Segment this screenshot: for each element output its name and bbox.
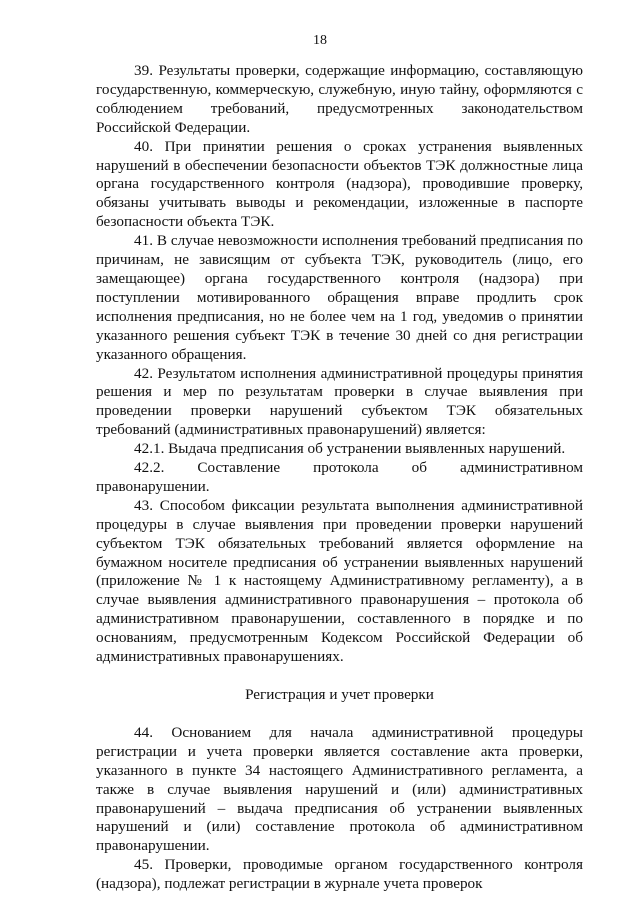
- paragraph-42-2: 42.2. Составление протокола об административном правонарушении.: [96, 459, 583, 495]
- paragraph-41: 41. В случае невозможности исполнения требований предписания по причинам, не зависящим от субъекта ТЭК, руководитель (лицо, его замещающее) органа государственного контроля (надзора) при поступлении мотивированного обращения вправе продлить срок исполнения предписания, но не более чем на 1 год, уведомив о принятии указанного решения субъект ТЭК в течение 30 дней со дня регистрации указанного обращения.: [96, 232, 583, 363]
- paragraph-43: 43. Способом фиксации результата выполнения административной процедуры в случае выявления при проведении проверки нарушений субъектом ТЭК обязательных требований является оформление на бумажном носителе предписания об устранении выявленных нарушений (приложение № 1 к настоящему Административному регламенту), а в случае выявления административного правонарушения – протокола об административном правонарушении, составленного в порядке и по основаниям, предусмотренным Кодексом Российской Федерации об административных правонарушениях.: [96, 496, 583, 666]
- paragraph-45: 45. Проверки, проводимые органом государственного контроля (надзора), подлежат регистрации в журнале учета проверок: [96, 856, 583, 893]
- paragraph-44: 44. Основанием для начала административной процедуры регистрации и учета проверки является составление акта проверки, указанного в пункте 34 настоящего Административного регламента, а также в случае выявления нарушений и (или) административных правонарушений – выдача предписания об устранении выявленных нарушений и (или) составление протокола об административном правонарушении.: [96, 723, 583, 855]
- page-number: 18: [313, 33, 327, 48]
- document-body: [96, 62, 583, 894]
- section-heading: Регистрация и учет проверки: [245, 686, 434, 703]
- paragraph-42-1: 42.1. Выдача предписания об устранении выявленных нарушений.: [134, 440, 566, 458]
- paragraph-39: 39. Результаты проверки, содержащие информацию, составляющую государственную, коммерческую, служебную, иную тайну, оформляются с соблюдением требований, предусмотренных законодательством Российской Федерации.: [96, 62, 583, 136]
- paragraph-40: 40. При принятии решения о сроках устранения выявленных нарушений в обеспечении безопасности объектов ТЭК должностные лица органа государственного контроля (надзора), проводившие проверку, обязаны учитывать выводы и рекомендации, изложенные в паспорте безопасности объекта ТЭК.: [96, 137, 583, 231]
- paragraph-42: 42. Результатом исполнения административной процедуры принятия решения и мер по результатам проверки в случае выявления при проведении проверки нарушений субъектом ТЭК обязательных требований (административных правонарушений) является:: [96, 364, 583, 439]
